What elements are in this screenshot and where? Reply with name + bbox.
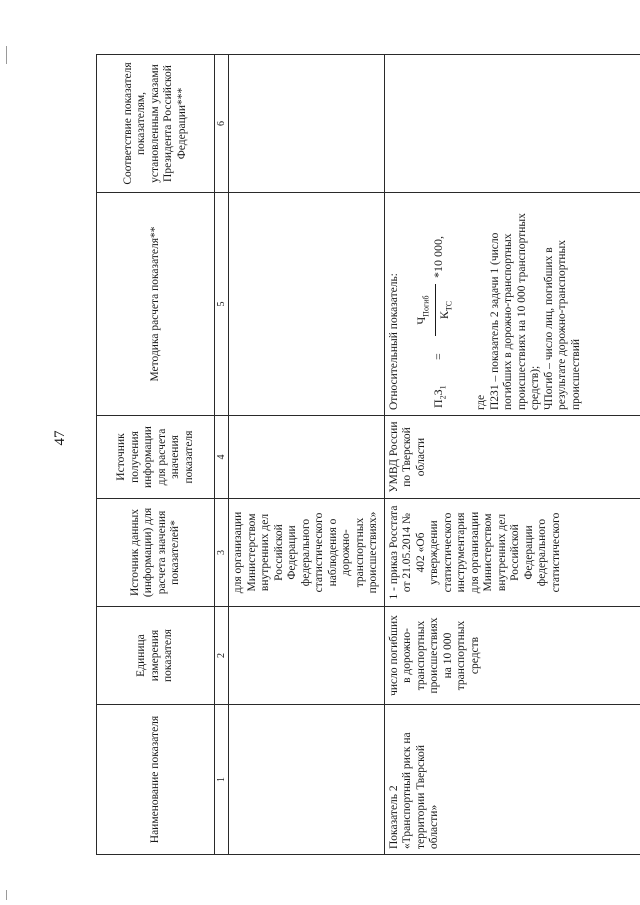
formula-lhs: $П_2З_1$ (431, 385, 448, 408)
formula-equals: = (431, 353, 445, 360)
cell-info-source: УМВД России по Тверской области (384, 416, 640, 499)
fraction-bar (435, 284, 436, 336)
column-number: 6 (215, 55, 229, 193)
cell-empty (229, 607, 385, 705)
header-indicator-name: Наименование показателя (97, 705, 215, 855)
method-intro: Относительный показатель: (387, 273, 400, 410)
scan-edge-mark (6, 46, 7, 64)
formula-fraction (415, 284, 456, 336)
rotated-table-container (96, 55, 638, 855)
cell-empty (229, 193, 385, 416)
header-info-source: Источник получения информации для расчета значения показателя (97, 416, 215, 499)
cell-method (384, 193, 640, 416)
formula-denominator: $К_{ТС}$ (436, 300, 454, 320)
cell-empty (229, 416, 385, 499)
cell-empty (229, 705, 385, 855)
cell-empty (384, 55, 640, 193)
method-definition-1: П2З1 – показатель 2 задачи 1 (число погибших в дорожно-транспортных происшествиях на 10 000 транспортных средств); (488, 213, 541, 410)
cell-indicator-name: Показатель 2 «Транспортный риск на территории Тверской области» (384, 705, 640, 855)
indicator-table (96, 54, 640, 855)
formula (411, 198, 469, 410)
cell-empty (229, 55, 385, 193)
scan-edge-mark (6, 890, 7, 900)
column-number: 2 (215, 607, 229, 705)
column-number-row (215, 55, 229, 855)
column-number: 3 (215, 499, 229, 607)
header-unit: Единица измерения показателя (97, 607, 215, 705)
method-where: где (475, 394, 487, 410)
indicator-row (384, 55, 640, 855)
method-definition-2: ЧПогиб – число лиц, погибших в результате дорожно-транспортных происшествий (542, 240, 582, 410)
column-number: 5 (215, 193, 229, 416)
column-number: 4 (215, 416, 229, 499)
cell-unit: число погибших в дорожно-транспортных происшествиях на 10 000 транспортных средств (384, 607, 640, 705)
formula-multiplier: *10 000, (431, 236, 445, 278)
cell-data-source-continued: для организации Министерством внутренних дел Российской Федерации федерального статистического наблюдения о дорожно-транспортных происшествиях» (229, 499, 385, 607)
formula-numerator: $Ч_{Погиб}$ (414, 295, 431, 325)
header-data-source: Источник данных (информации) для расчета значения показателей* (97, 499, 215, 607)
header-compliance: Соответствие показателя показателям, установленным указами Президента Российской Федерации*** (97, 55, 215, 193)
column-number: 1 (215, 705, 229, 855)
continuation-row (229, 55, 385, 855)
cell-data-source: 1 - приказ Росстата от 21.05.2014 № 402 «Об утверждении статистического инструментария для организации Министерством внутренних дел Российской Федерации федерального статистического (384, 499, 640, 607)
header-row (97, 55, 215, 855)
page-number: 47 (52, 430, 68, 446)
header-method: Методика расчета показателя** (97, 193, 215, 416)
